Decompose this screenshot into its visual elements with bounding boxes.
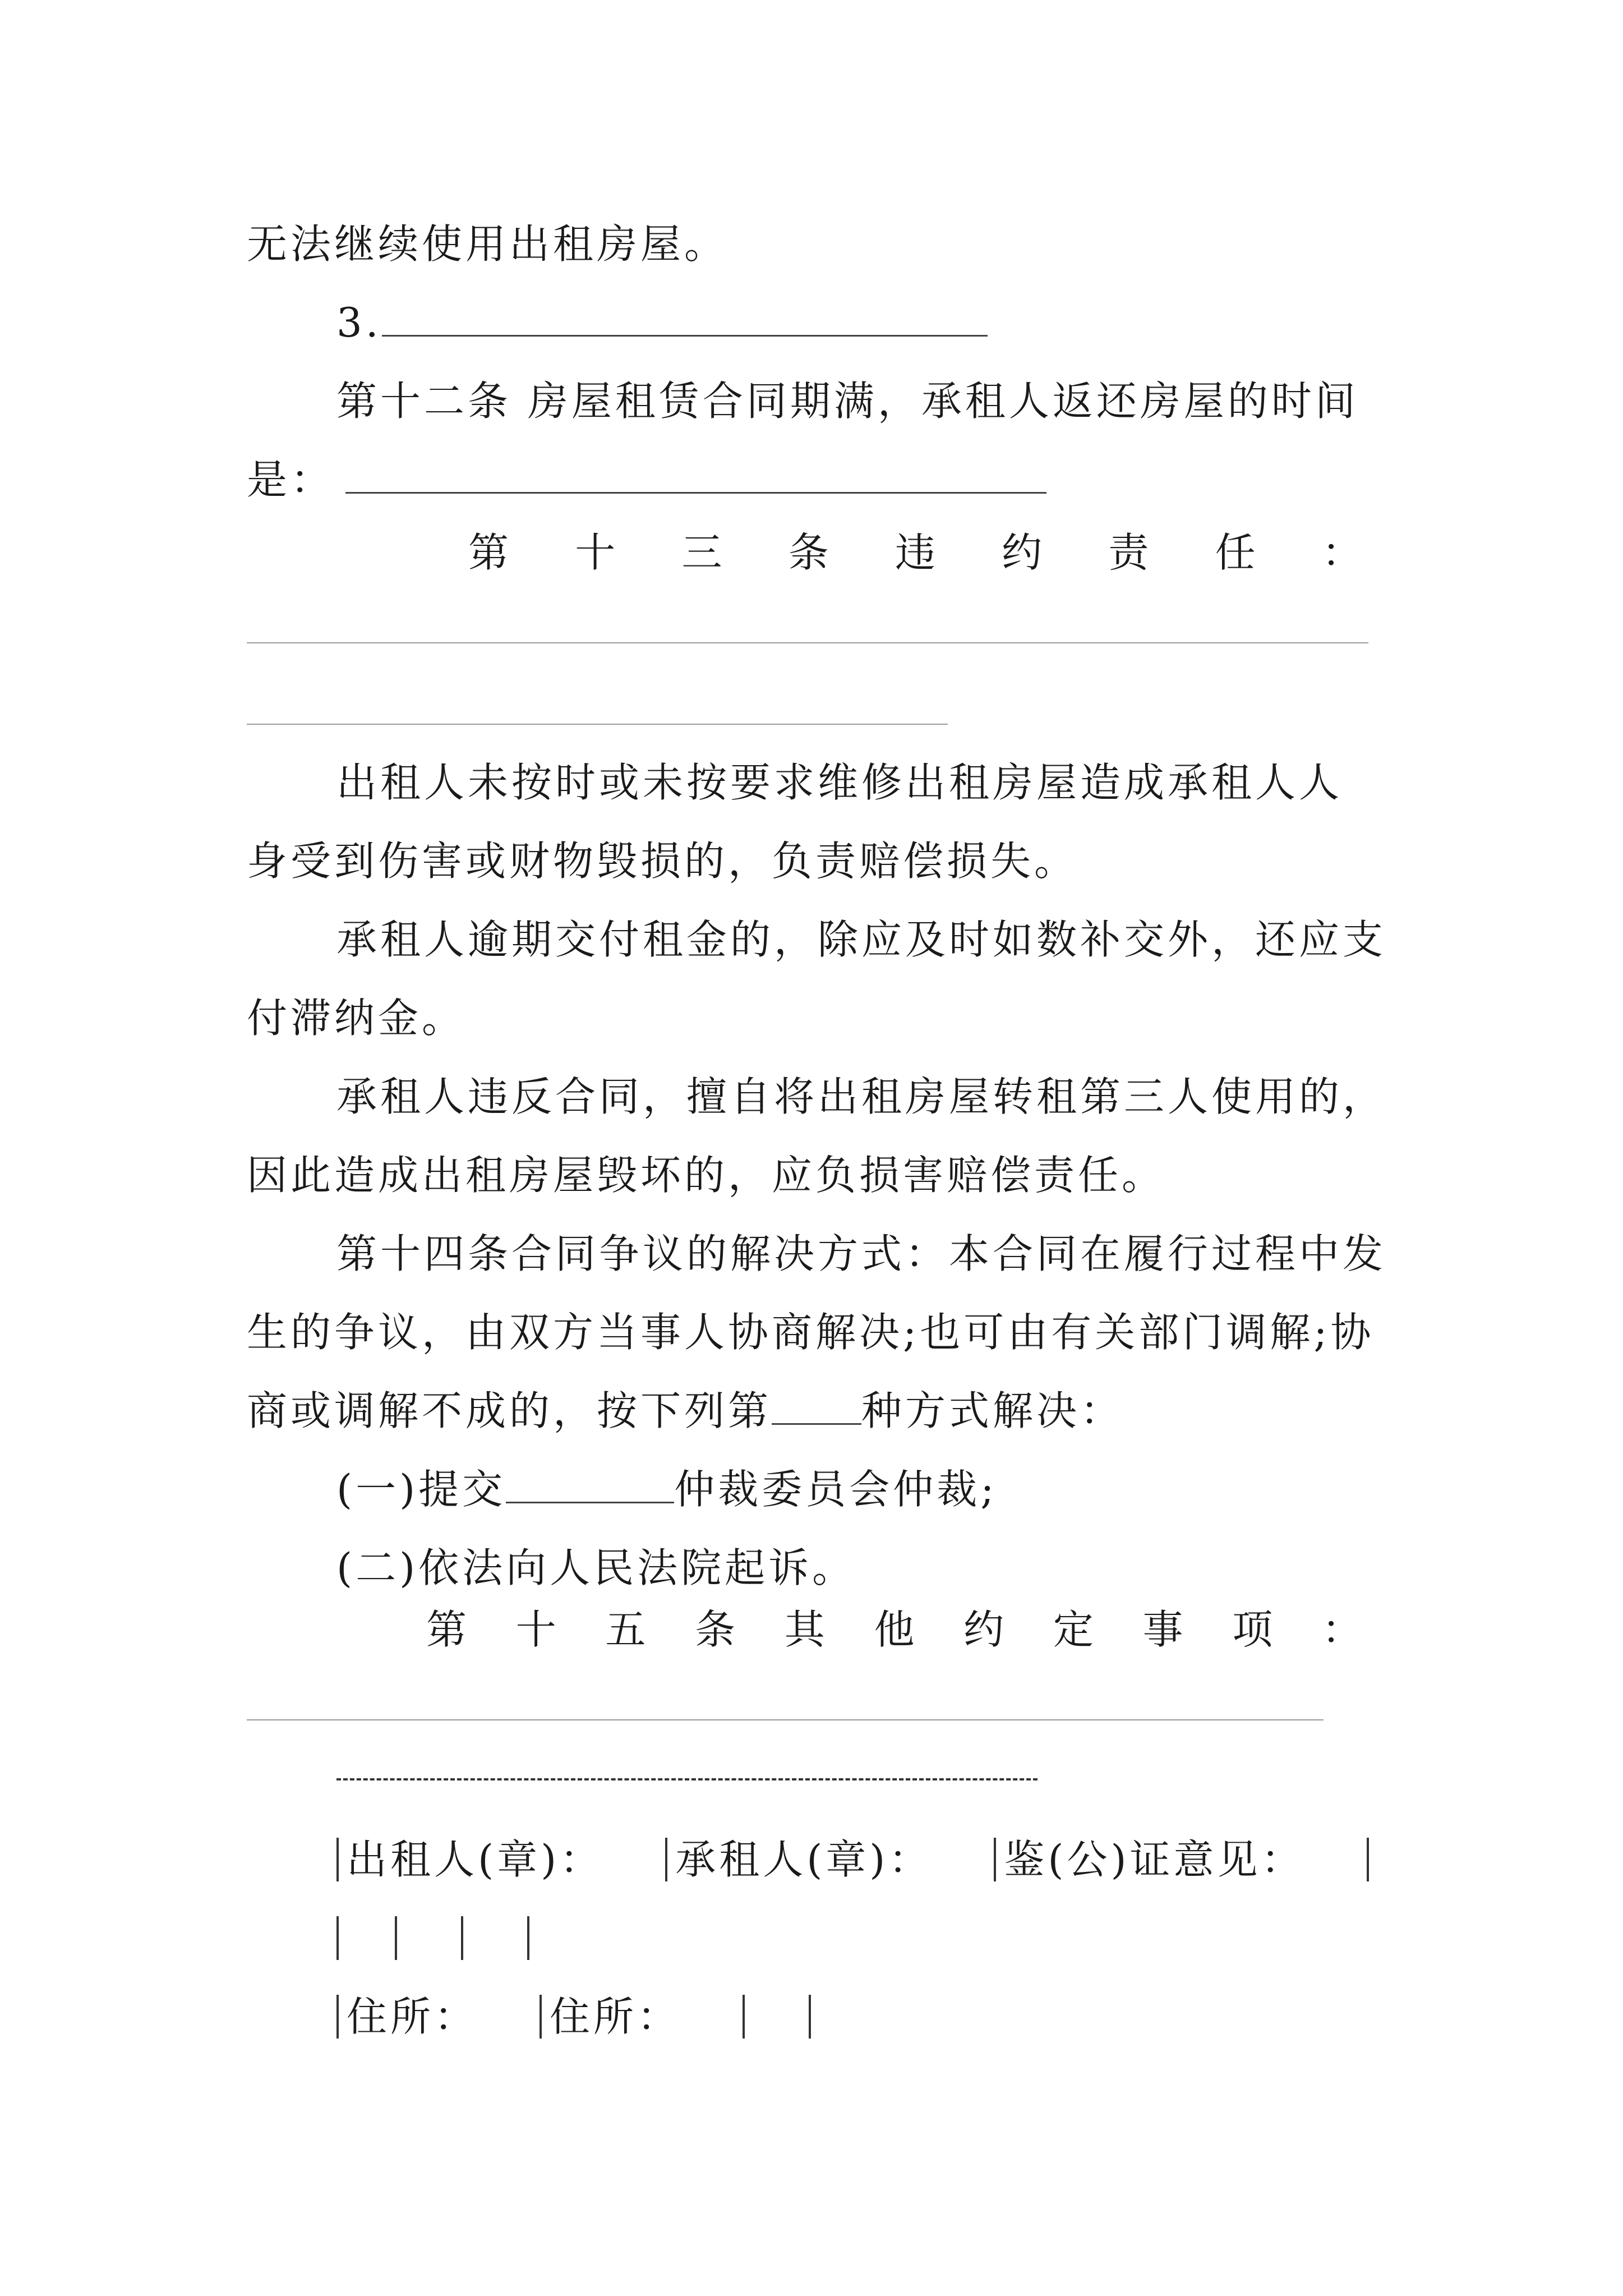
article-13-heading-char: 违: [895, 529, 939, 576]
line-cont: 无法继续使用出租房屋。: [247, 220, 728, 268]
table-border: [527, 1916, 529, 1960]
article-14-line1: 第十四条合同争议的解决方式：本合同在履行过程中发: [336, 1230, 1387, 1277]
article-15-heading-char: 条: [695, 1606, 739, 1653]
table-border: [336, 1838, 339, 1881]
article-13-heading-char: 三: [681, 529, 726, 576]
table-border: [336, 1916, 339, 1960]
lessor-address-label: 住所：: [347, 1993, 478, 2040]
item-3: [336, 295, 988, 351]
clause-late-1: 承租人逾期交付租金的，除应及时如数补交外，还应支: [336, 916, 1387, 963]
article-13-rule-2: [247, 724, 948, 725]
table-border: [743, 1995, 745, 2039]
article-15-heading-char: 事: [1142, 1606, 1187, 1653]
article-13-heading-char: 责: [1108, 529, 1152, 576]
table-border: [1367, 1838, 1369, 1881]
article-14-line3-pre: 商或调解不成的，按下列第: [247, 1387, 772, 1434]
article-12-line2: [247, 452, 1046, 508]
article-13-heading: [468, 524, 1366, 581]
article-13-heading-char: ：: [1321, 529, 1366, 576]
article-13-heading-char: 约: [1002, 529, 1046, 576]
article-15-heading-char: 定: [1053, 1606, 1097, 1653]
item-3-number: 3.: [336, 299, 382, 346]
article-13-rule-1: [247, 642, 1368, 643]
table-border: [461, 1916, 463, 1960]
table-border: [336, 1995, 339, 2039]
article-14-line3-post: 种方式解决：: [861, 1387, 1124, 1434]
article-13-heading-char: 任: [1215, 529, 1259, 576]
article-12-line1: 第十二条 房屋租赁合同期满，承租人返还房屋的时间: [336, 378, 1359, 425]
lessor-seal-label: 出租人(章)：: [347, 1836, 604, 1883]
article-15-heading: [426, 1602, 1366, 1658]
clause-sublet-2: 因此造成出租房屋毁坏的，应负损害赔偿责任。: [247, 1152, 1166, 1199]
clause-late-2: 付滞纳金。: [247, 995, 466, 1042]
lessee-seal-label: 承租人(章)：: [675, 1836, 933, 1883]
article-15-heading-char: 十: [515, 1606, 560, 1653]
article-13-heading-char: 条: [788, 529, 832, 576]
article-15-heading-char: 约: [963, 1606, 1008, 1653]
signature-row: [336, 1832, 1377, 1888]
arbitration-blank: [506, 1468, 674, 1503]
article-15-rule-1: [247, 1719, 1324, 1720]
article-15-rule-2: [336, 1778, 1038, 1780]
article-15-heading-char: 其: [784, 1606, 828, 1653]
table-border: [809, 1995, 811, 2039]
option-1: [336, 1461, 997, 1517]
article-13-heading-char: 第: [468, 529, 513, 576]
option-1-pre: (一)提交: [336, 1466, 506, 1513]
item-3-blank: [382, 301, 988, 337]
method-choice-blank: [772, 1389, 861, 1425]
article-15-heading-char: ：: [1321, 1606, 1366, 1653]
table-border: [540, 1995, 542, 2039]
article-15-heading-char: 五: [605, 1606, 649, 1653]
clause-repair-2: 身受到伤害或财物毁损的，负责赔偿损失。: [247, 838, 1078, 885]
article-15-heading-char: 他: [874, 1606, 918, 1653]
article-15-heading-char: 项: [1232, 1606, 1276, 1653]
address-row: [336, 1989, 819, 2045]
clause-sublet-1: 承租人违反合同，擅自将出租房屋转租第三人使用的，: [336, 1073, 1387, 1120]
clause-repair-1: 出租人未按时或未按要求维修出租房屋造成承租人人: [336, 759, 1343, 806]
article-14-line2: 生的争议，由双方当事人协商解决;也可由有关部门调解;协: [247, 1309, 1375, 1356]
article-14-line3: [247, 1383, 1124, 1439]
article-12-label: 是：: [247, 456, 335, 503]
table-border: [395, 1916, 397, 1960]
table-border: [665, 1838, 667, 1881]
option-1-post: 仲裁委员会仲裁;: [674, 1466, 998, 1513]
lessee-address-label: 住所：: [550, 1993, 681, 2040]
return-time-blank: [345, 458, 1046, 494]
signature-empty-row: [336, 1910, 537, 1966]
notary-opinion-label: 鉴(公)证意见：: [1004, 1836, 1305, 1883]
article-15-heading-char: 第: [426, 1606, 471, 1653]
table-border: [994, 1838, 996, 1881]
option-2: (二)依法向人民法院起诉。: [336, 1544, 856, 1591]
article-13-heading-char: 十: [575, 529, 619, 576]
